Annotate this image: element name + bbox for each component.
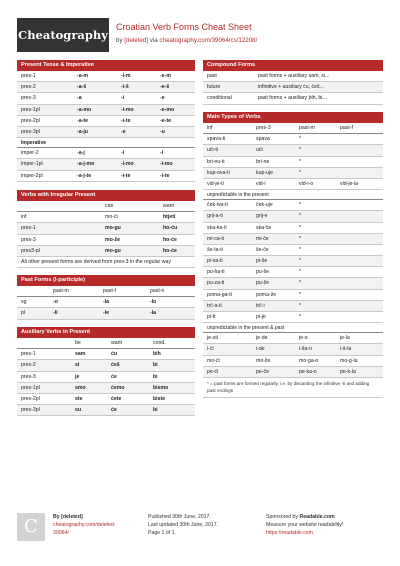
cell-past-m: * xyxy=(299,269,302,276)
table-row xyxy=(203,234,383,245)
footer-author-block xyxy=(53,513,125,537)
cell-past-m: pe-ka-o xyxy=(299,368,317,375)
row-label: sg xyxy=(21,299,27,306)
ending-a: -a-mo xyxy=(77,106,92,113)
column-header: be xyxy=(75,340,81,346)
cell-past-m: * xyxy=(299,302,302,309)
table-row xyxy=(17,171,195,182)
table-row xyxy=(203,223,383,234)
ending-a: -a xyxy=(77,95,82,102)
sponsor-url-link[interactable]: https://readable.com xyxy=(266,530,314,536)
cell-pres3: uči xyxy=(256,147,263,154)
row-label: pres-3pl xyxy=(21,407,40,414)
cheatography-logo[interactable]: Cheatography xyxy=(17,18,109,52)
cell-past-m: i-ša-o xyxy=(299,346,312,353)
author-link[interactable]: [deleted] xyxy=(124,37,149,44)
cell-inf: je-sti xyxy=(207,335,218,342)
cell-cond: bismo xyxy=(153,384,169,391)
ending-i: -i-te xyxy=(121,172,131,179)
past-forms-section xyxy=(17,275,195,320)
cell-be: smo xyxy=(75,384,86,391)
cell-pres3: mo-že xyxy=(256,357,271,364)
page-count: Page 1 of 1. xyxy=(148,530,176,536)
row-label: pres-3 xyxy=(21,236,36,243)
cell-past-n: -la xyxy=(150,310,157,317)
table-row xyxy=(203,278,383,289)
cell-past-m: mo-ga-o xyxy=(299,357,319,364)
cell-be: si xyxy=(75,362,80,369)
row-label: pres-1pl xyxy=(21,106,40,113)
byline-by: by xyxy=(116,37,123,44)
irregular-note xyxy=(17,257,195,268)
row-value: past forms + auxiliary sam, si... xyxy=(258,73,330,79)
table-row xyxy=(203,267,383,278)
published-date: Published 30th June, 2017. xyxy=(148,514,211,520)
cell-past-m: * xyxy=(299,169,302,176)
cell-can: mo-ći xyxy=(105,214,118,221)
note-text: All other present forms are derived from pres-3 in the regular way xyxy=(21,258,171,265)
cell-inf: uči-ti xyxy=(207,147,218,154)
section-title: Past Forms (l-participle) xyxy=(17,275,195,286)
cell-pres3: pi-je xyxy=(256,314,266,320)
imperative-subheading xyxy=(17,138,195,148)
cell-inf: bri-nu-ti xyxy=(207,158,225,165)
subheading-label: unpredictable in the present & past xyxy=(207,325,285,332)
column-header: past-m xyxy=(53,288,69,294)
cell-be: je xyxy=(75,373,80,380)
ending-i: -i xyxy=(121,95,125,102)
cell-pres3: pe-če xyxy=(256,368,269,375)
ending-i: -i-mo xyxy=(121,161,134,168)
cell-past-n: -lo xyxy=(150,299,157,306)
cell-can: mo-gu xyxy=(105,247,121,254)
cell-past-m: -o xyxy=(53,299,58,306)
table-row xyxy=(17,349,195,360)
row-label: pres-3 xyxy=(21,373,36,380)
table-row xyxy=(17,82,195,93)
cell-cond: bi xyxy=(153,407,158,414)
updated-date: Last updated 30th June, 2017. xyxy=(148,522,219,528)
row-label: pres-3 xyxy=(21,95,36,102)
verb-types-section xyxy=(203,112,383,398)
ending-e: -e-m xyxy=(160,73,171,79)
footer-sponsor-block xyxy=(266,513,343,537)
cell-want: ho-će xyxy=(163,236,177,243)
row-label: pres-2 xyxy=(21,84,36,91)
cell-pres3: trč-i xyxy=(256,302,265,309)
row-label: imper-1pl xyxy=(21,161,43,168)
column-header: past-m xyxy=(299,125,315,131)
footer-author-link[interactable]: cheatography.com/deleted-39064/ xyxy=(53,522,116,536)
ending-a: -a-ju xyxy=(77,128,88,135)
row-label: pl xyxy=(21,310,26,317)
cell-past-m: * xyxy=(299,258,302,265)
auxiliary-section xyxy=(17,327,195,416)
cell-past-f: je-la xyxy=(340,335,350,342)
table-row xyxy=(203,344,383,355)
row-label: pres-2pl xyxy=(21,395,40,402)
ending-a: -a-j-te xyxy=(77,172,92,179)
cell-past-m: * xyxy=(299,314,302,320)
ending-e: -u xyxy=(160,128,165,135)
cell-past-f: i-š-la xyxy=(340,346,352,353)
column-header: cond. xyxy=(153,340,166,346)
cell-cond: bih xyxy=(153,351,161,358)
row-label: pres-1 xyxy=(21,225,36,232)
cell-be: su xyxy=(75,407,82,414)
table-row xyxy=(203,157,383,168)
cell-inf: kup-ova-ti xyxy=(207,169,230,176)
table-row xyxy=(203,93,383,104)
table-header-row xyxy=(17,338,195,349)
cell-pres3: vid-i xyxy=(256,180,266,187)
table-row xyxy=(203,82,383,93)
footer-by-label: By xyxy=(53,514,60,520)
cell-pres3: pu-že xyxy=(256,280,269,287)
ending-i: -i-m xyxy=(121,73,131,79)
ending-e: -e xyxy=(160,95,165,102)
section-title: Verbs with Irregular Present xyxy=(17,190,195,201)
cell-past-m: * xyxy=(299,246,302,253)
author-avatar: C xyxy=(17,513,45,541)
row-label: pres3-pl xyxy=(21,247,40,254)
table-row xyxy=(17,148,195,159)
ending-e: -i-mo xyxy=(160,161,173,168)
ending-e: -i xyxy=(160,150,164,157)
cell-want: ću xyxy=(111,351,118,358)
cell-inf: vid-je-ti xyxy=(207,180,224,187)
cell-cond: bi xyxy=(153,373,158,380)
cell-want: ho-ću xyxy=(163,225,178,232)
row-value: infinitive + auxiliary ću, ćeš... xyxy=(258,84,324,91)
cell-past-m: * xyxy=(299,235,302,242)
unpredictable-present-past-subheading xyxy=(203,323,383,333)
section-title: Auxiliary Verbs in Present xyxy=(17,327,195,338)
cell-want: ćete xyxy=(111,395,122,402)
row-label: imper-2 xyxy=(21,150,39,157)
table-row xyxy=(203,290,383,301)
column-header: can xyxy=(105,203,114,209)
table-row xyxy=(203,71,383,82)
column-header: past-f xyxy=(340,125,353,131)
sponsor-tagline: Measure your website readability! xyxy=(266,522,344,528)
cell-can: mo-gu xyxy=(105,225,121,232)
table-row xyxy=(17,246,195,257)
cell-past-m: * xyxy=(299,224,302,231)
column-header: want xyxy=(111,340,122,346)
ending-i: -i-mo xyxy=(121,106,134,113)
ending-e: -e-mo xyxy=(160,106,175,113)
column-header: want xyxy=(163,203,174,209)
cell-past-m: vid-i-o xyxy=(299,180,314,187)
cell-can: mo-že xyxy=(105,236,120,243)
cell-past-f: mo-g-la xyxy=(340,357,358,364)
table-row xyxy=(17,308,195,319)
subheading-label: unpredictable in the present xyxy=(207,192,269,199)
section-title: Present Tense & Imperative xyxy=(17,60,195,71)
table-row xyxy=(17,235,195,246)
ending-e: -i-te xyxy=(160,172,170,179)
page-title: Croatian Verb Forms Cheat Sheet xyxy=(116,22,252,32)
table-row xyxy=(203,145,383,156)
table-row xyxy=(203,200,383,211)
row-label: pres-1pl xyxy=(21,384,40,391)
cell-want: htjeti xyxy=(163,214,176,221)
table-row xyxy=(17,223,195,234)
table-row xyxy=(17,405,195,416)
cell-pres3: še-če xyxy=(256,246,269,253)
cell-pres3: ček-uje xyxy=(256,202,273,209)
cell-inf: še-ta-ti xyxy=(207,246,223,253)
table-row xyxy=(203,367,383,378)
ending-a: -a-š xyxy=(77,84,87,91)
present-section xyxy=(17,60,195,182)
table-row xyxy=(17,372,195,383)
subheading-label: Imperative xyxy=(21,140,47,147)
byline-via: via xyxy=(149,37,158,44)
cell-past-m: * xyxy=(299,158,302,165)
row-label: inf xyxy=(21,214,27,221)
cell-inf: pi-ti xyxy=(207,314,216,320)
page-header xyxy=(17,18,383,52)
table-row xyxy=(203,312,383,323)
table-row xyxy=(203,168,383,179)
table-row xyxy=(203,211,383,222)
table-row xyxy=(203,179,383,190)
table-row xyxy=(203,256,383,267)
cell-inf: i-ći xyxy=(207,346,214,353)
ending-i: -e xyxy=(121,128,126,135)
table-row xyxy=(17,71,195,82)
cell-pres3: spava xyxy=(256,136,270,143)
table-row xyxy=(17,212,195,223)
table-row xyxy=(203,245,383,256)
ending-i: -i xyxy=(121,150,125,157)
cell-past-m: * xyxy=(299,202,302,209)
column-header: inf xyxy=(207,125,213,131)
table-row xyxy=(17,159,195,170)
row-label: imper-2pl xyxy=(21,172,43,179)
sponsor-label: Sponsored by xyxy=(266,514,299,520)
cell-be: sam xyxy=(75,351,86,358)
cell-past-f: pe-k-la xyxy=(340,368,356,375)
row-label: pres-2pl xyxy=(21,117,40,124)
cell-be: ste xyxy=(75,395,83,402)
sponsor-name[interactable]: Readable.com xyxy=(299,514,335,520)
ending-a: -a-j xyxy=(77,150,85,157)
cell-pres3: mi-če xyxy=(256,235,269,242)
unpredictable-present-subheading xyxy=(203,190,383,200)
page-footer xyxy=(17,513,383,549)
cell-past-f: -le xyxy=(103,310,110,317)
cell-want: ćeš xyxy=(111,362,120,369)
cell-inf: trč-a-ti xyxy=(207,302,222,309)
row-label: past xyxy=(207,73,217,79)
cell-inf: poma-ga-ti xyxy=(207,291,232,298)
cell-past-f: -la xyxy=(103,299,110,306)
ending-a: -a-j-mo xyxy=(77,161,95,168)
footer-author[interactable]: [deleted] xyxy=(61,514,83,520)
table-row xyxy=(17,116,195,127)
cell-want: će xyxy=(111,373,117,380)
cell-want: ćemo xyxy=(111,384,125,391)
table-row xyxy=(203,134,383,145)
cell-past-m: je-o xyxy=(299,335,308,342)
row-label: conditional xyxy=(207,95,232,102)
cell-inf: mo-ći xyxy=(207,357,220,364)
footer-dates-block xyxy=(148,513,218,537)
byline xyxy=(116,37,257,44)
footnote-text: * = past forms are formed regularly, i.e. by discarding the infinitive -ti and adding past endings xyxy=(207,380,370,393)
cell-past-m: * xyxy=(299,213,302,220)
cell-want: će xyxy=(111,407,117,414)
types-footnote xyxy=(203,378,383,398)
ending-e: -e-te xyxy=(160,117,171,124)
compound-section xyxy=(203,60,383,105)
cell-pres3: pi-še xyxy=(256,258,268,265)
cell-pres3: je-de xyxy=(256,335,268,342)
cell-past-m: * xyxy=(299,291,302,298)
table-row xyxy=(17,127,195,138)
cell-past-f: vid-je-la xyxy=(340,180,359,187)
ending-i: -i-š xyxy=(121,84,129,91)
cell-past-m: -li xyxy=(53,310,58,317)
cell-inf: pu-ha-ti xyxy=(207,269,225,276)
irregular-section xyxy=(17,190,195,268)
column-header: past-f xyxy=(103,288,116,294)
cell-inf: grij-a-ti xyxy=(207,213,223,220)
ending-e: -e-š xyxy=(160,84,170,91)
table-row xyxy=(17,297,195,308)
cell-past-m: * xyxy=(299,147,302,154)
cell-inf: spava-ti xyxy=(207,136,226,143)
row-label: pres-2 xyxy=(21,362,36,369)
table-row xyxy=(17,360,195,371)
ending-a: -a-m xyxy=(77,73,88,79)
cell-past-m: * xyxy=(299,136,302,143)
cell-inf: pe-ći xyxy=(207,368,219,375)
cell-pres3: grij-e xyxy=(256,213,268,220)
cell-past-m: * xyxy=(299,280,302,287)
table-row xyxy=(17,105,195,116)
table-header-row xyxy=(17,286,195,297)
cell-pres3: bri-ne xyxy=(256,158,270,165)
column-header: past-n xyxy=(150,288,165,294)
cell-pres3: poma-že xyxy=(256,291,277,298)
cell-pres3: kup-uje xyxy=(256,169,274,176)
column-header: pres-3 xyxy=(256,125,271,131)
table-row xyxy=(203,333,383,344)
row-label: pres-3pl xyxy=(21,128,40,135)
ending-i: -i-te xyxy=(121,117,131,124)
table-row xyxy=(203,301,383,312)
table-row xyxy=(17,383,195,394)
table-row xyxy=(203,356,383,367)
table-row xyxy=(17,394,195,405)
sheet-url-link[interactable]: cheatography.com/39064/cs/12208/ xyxy=(159,37,258,44)
table-row xyxy=(17,93,195,104)
ending-a: -a-te xyxy=(77,117,88,124)
cell-inf: mi-ca-ti xyxy=(207,235,225,242)
cell-cond: biste xyxy=(153,395,166,402)
row-label: future xyxy=(207,84,221,91)
cell-cond: bi xyxy=(153,362,158,369)
row-value: past forms + auxiliary bih, bi... xyxy=(258,95,327,102)
cell-inf: pu-za-ti xyxy=(207,280,225,287)
section-title: Compound Forms xyxy=(203,60,383,71)
cell-inf: ček-iva-ti xyxy=(207,202,228,209)
cell-pres3: i-de xyxy=(256,346,265,353)
table-header-row xyxy=(203,123,383,134)
cell-pres3: pu-še xyxy=(256,269,269,276)
table-header-row xyxy=(17,201,195,212)
section-title: Main Types of Verbs xyxy=(203,112,383,123)
cell-pres3: ska-če xyxy=(256,224,272,231)
cell-want: ho-će xyxy=(163,247,177,254)
row-label: pres-1 xyxy=(21,351,36,358)
cell-inf: pi-sa-ti xyxy=(207,258,223,265)
cell-inf: ska-ka-ti xyxy=(207,224,227,231)
row-label: pres-1 xyxy=(21,73,36,79)
